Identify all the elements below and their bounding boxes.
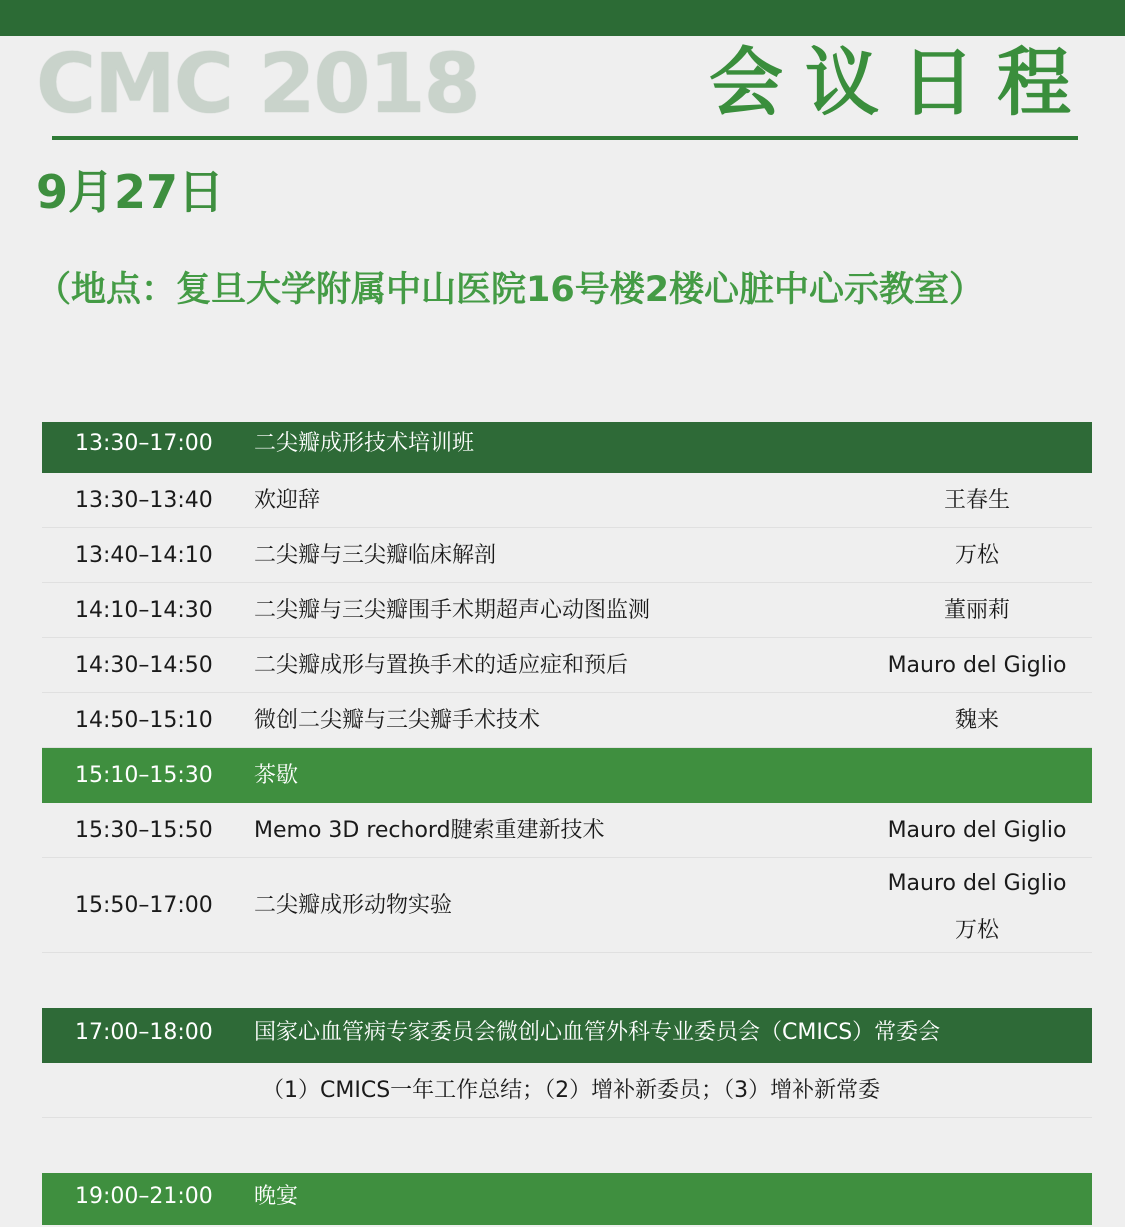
time-cell: 13:30–13:40 <box>75 488 213 513</box>
top-banner <box>0 0 1125 36</box>
session-header-row <box>42 1008 1092 1063</box>
speaker-cell: 万松 <box>954 543 999 568</box>
session-header-row <box>42 422 1092 473</box>
section-spacer <box>42 953 1092 1008</box>
venue-location: （地点：复旦大学附属中山医院16号楼2楼心脏中心示教室） <box>36 270 985 310</box>
speaker-cell <box>862 858 1092 954</box>
topic-cell: 晚宴 <box>254 1184 299 1209</box>
topic-cell: 二尖瓣成形与置换手术的适应症和预后 <box>254 653 629 678</box>
topic-cell: 国家心血管病专家委员会微创心血管外科专业委员会（CMICS）常委会 <box>254 1020 941 1045</box>
schedule-table <box>42 422 1092 1225</box>
table-row <box>42 858 1092 953</box>
speaker-name: Mauro del Giglio <box>887 871 1067 896</box>
time-cell: 13:40–14:10 <box>75 543 213 568</box>
table-row <box>42 803 1092 858</box>
table-row <box>42 693 1092 748</box>
time-cell: 15:10–15:30 <box>75 763 213 788</box>
schedule-date: 9月27日 <box>36 165 225 219</box>
topic-cell: 二尖瓣成形动物实验 <box>254 893 453 918</box>
time-cell: 15:30–15:50 <box>75 818 213 843</box>
time-cell: 14:50–15:10 <box>75 708 213 733</box>
agenda-note: （1）CMICS一年工作总结；（2）增补新委员；（3）增补新常委 <box>262 1078 881 1103</box>
topic-cell: 微创二尖瓣与三尖瓣手术技术 <box>254 708 541 733</box>
topic-cell: 茶歇 <box>254 763 299 788</box>
topic-cell: 二尖瓣成形技术培训班 <box>254 431 475 456</box>
time-cell: 14:10–14:30 <box>75 598 213 623</box>
speaker-cell: 王春生 <box>943 488 1010 513</box>
topic-cell: 二尖瓣与三尖瓣围手术期超声心动图监测 <box>254 598 651 623</box>
table-row <box>42 638 1092 693</box>
speaker-cell: Mauro del Giglio <box>887 653 1067 678</box>
title-divider <box>52 136 1078 140</box>
speaker-name: 万松 <box>954 918 999 943</box>
topic-cell: 二尖瓣与三尖瓣临床解剖 <box>254 543 497 568</box>
section-spacer <box>42 1118 1092 1173</box>
time-cell: 17:00–18:00 <box>75 1020 213 1045</box>
topic-cell: 欢迎辞 <box>254 488 321 513</box>
cmc-2018-logo: CMC 2018 <box>36 37 479 132</box>
table-row <box>42 528 1092 583</box>
table-row <box>42 583 1092 638</box>
page-title: 会议日程 <box>709 40 1093 126</box>
speaker-cell: 魏来 <box>954 708 999 733</box>
speaker-cell: 董丽莉 <box>943 598 1010 623</box>
time-cell: 13:30–17:00 <box>75 431 213 456</box>
break-header-row <box>42 748 1092 803</box>
dinner-header-row <box>42 1173 1092 1225</box>
time-cell: 19:00–21:00 <box>75 1184 213 1209</box>
agenda-note-row <box>42 1063 1092 1118</box>
time-cell: 15:50–17:00 <box>75 893 213 918</box>
speaker-cell: Mauro del Giglio <box>887 818 1067 843</box>
time-cell: 14:30–14:50 <box>75 653 213 678</box>
table-row <box>42 473 1092 528</box>
topic-cell: Memo 3D rechord腱索重建新技术 <box>254 818 605 843</box>
